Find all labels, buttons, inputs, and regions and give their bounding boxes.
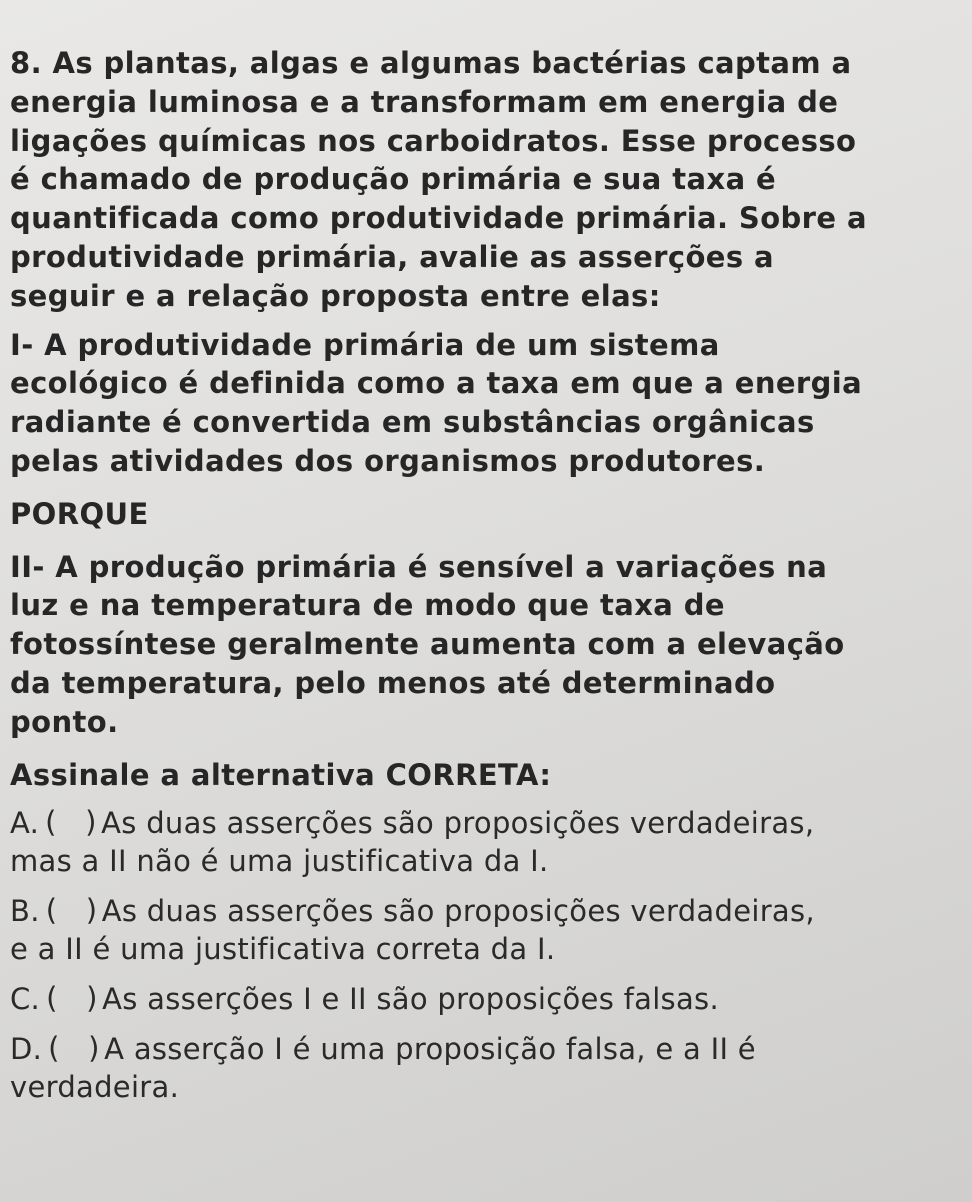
option-a-text: As duas asserções são proposições verdadeiras, mas a II não é uma justificativa da I. bbox=[10, 806, 815, 879]
option-c-letter: C. bbox=[10, 982, 41, 1017]
option-c[interactable] bbox=[10, 980, 952, 1018]
option-d-text: A asserção I é uma proposição falsa, e a II é verdadeira. bbox=[10, 1032, 756, 1105]
option-b-text: As duas asserções são proposições verdadeiras, e a II é uma justificativa correta da I. bbox=[10, 894, 815, 967]
option-c-text: As asserções I e II são proposições falsas. bbox=[102, 982, 719, 1017]
connector-porque: PORQUE bbox=[10, 496, 149, 531]
instruction: Assinale a alternativa CORRETA: bbox=[10, 757, 552, 792]
option-b[interactable] bbox=[10, 892, 952, 968]
option-b-letter: B. bbox=[10, 894, 40, 929]
option-d-letter: D. bbox=[10, 1032, 43, 1067]
assertion-1: I- A produtividade primária de um sistema ecológico é definida como a taxa em que a energia radiante é convertida em substâncias orgânicas pelas atividades dos organismos produtores. bbox=[10, 327, 863, 478]
assertion-2: II- A produção primária é sensível a variações na luz e na temperatura de modo que taxa de fotossíntese geralmente aumenta com a elevação da temperatura, pelo menos até determinado ponto. bbox=[10, 549, 845, 739]
option-d[interactable] bbox=[10, 1030, 952, 1106]
option-a-letter: A. bbox=[10, 806, 40, 841]
question-stem: 8. As plantas, algas e algumas bactérias captam a energia luminosa e a transformam em energia de ligações químicas nos carboidratos. Esse processo é chamado de produção primária e sua taxa é quantificada como produtividade primária. Sobre a produtividade primária, avalie as asserções a seguir e a relação proposta entre elas: bbox=[10, 46, 867, 313]
option-a[interactable] bbox=[10, 804, 952, 880]
